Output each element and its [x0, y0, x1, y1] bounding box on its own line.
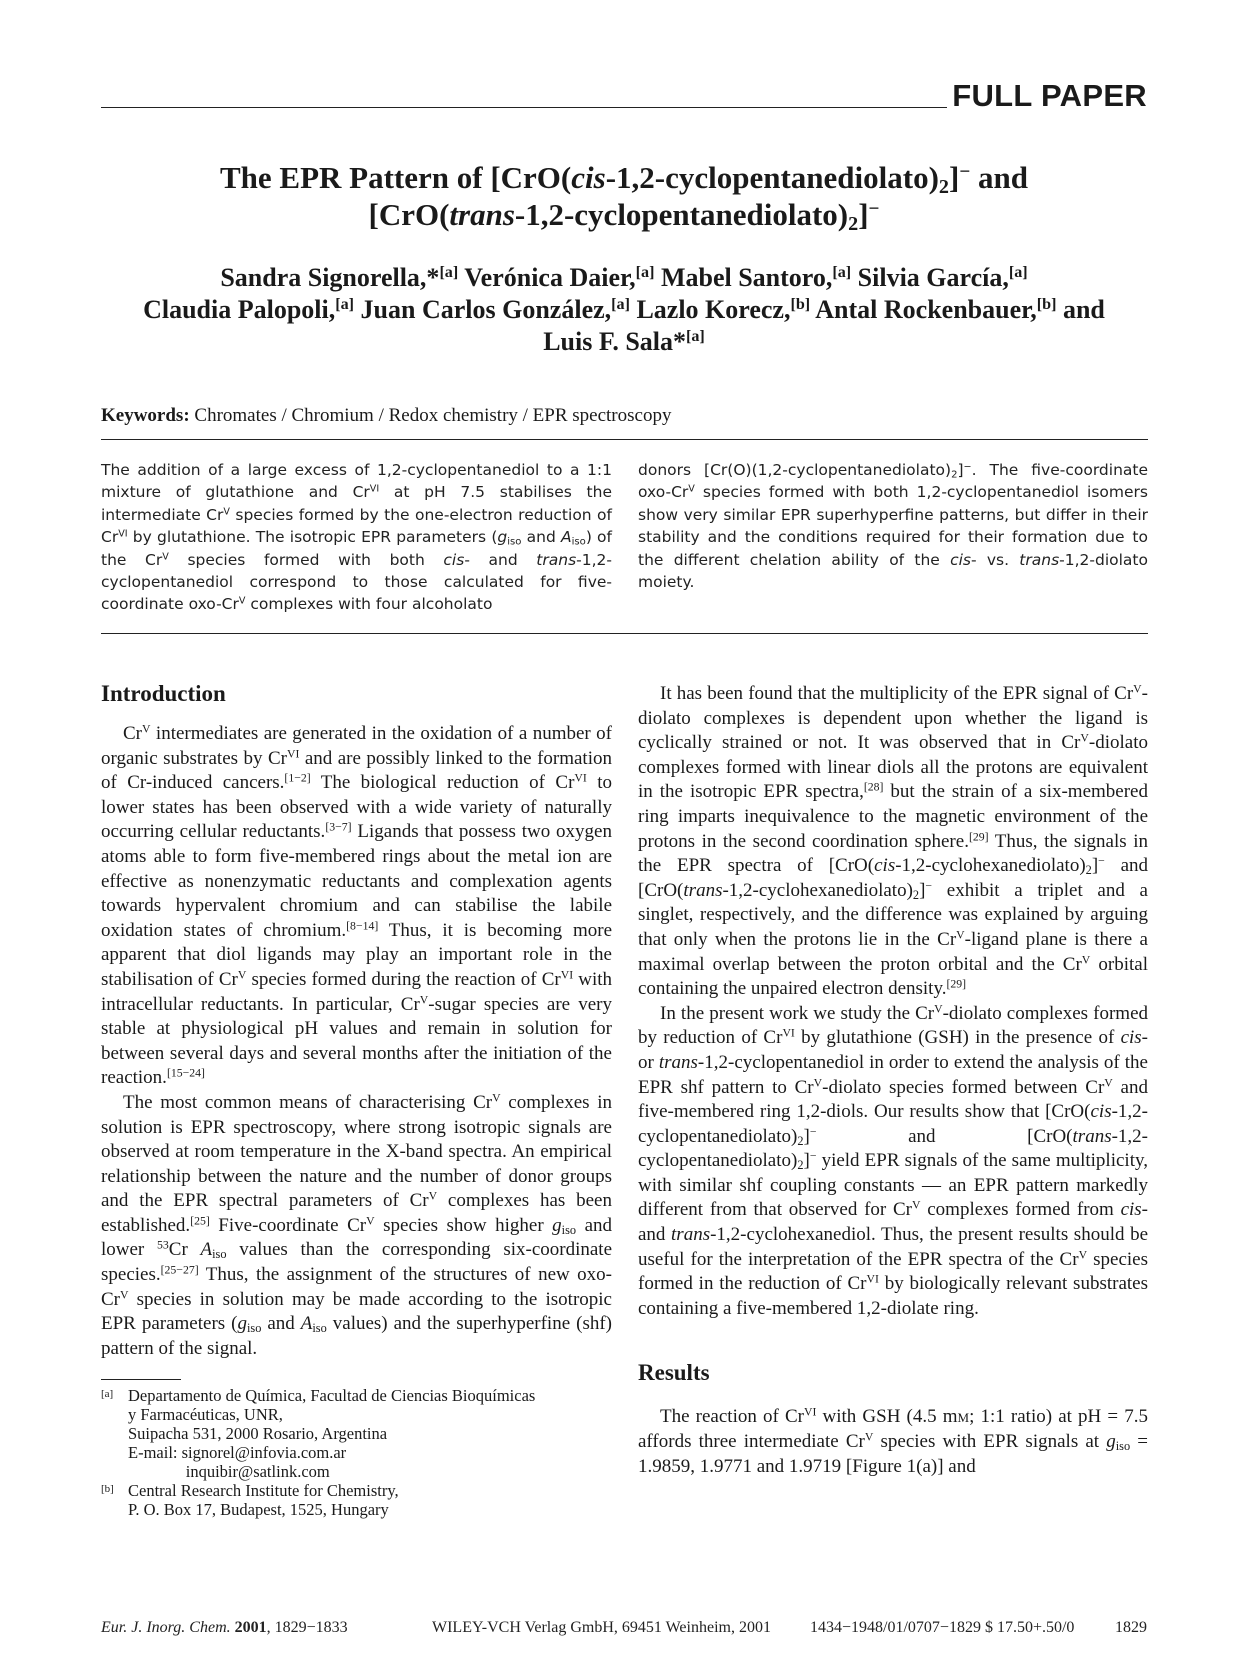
footnote-line: P. O. Box 17, Budapest, 1525, Hungary — [128, 1500, 389, 1520]
authors-line-1: Sandra Signorella,*[a] Verónica Daier,[a] Mabel Santoro,[a] Silvia García,[a] — [220, 263, 1028, 292]
abstract-left-text: The addition of a large excess of 1,2-cyclopentanediol to a 1:1 mixture of glutathione and $Cr^{VI}$ at pH 7.5 stabilises the intermediate $Cr^V$ species formed by the one-electron reduction of $Cr^{VI}$ by glutathione. The isotropic EPR parameters ($g_{iso}$ and $A_{iso}$) of the $Cr^V$ species formed with both cis- and trans-1,2-cyclopentanediol correspond to those calculated for five-coordinate oxo-$Cr^V$ complexes with four alcoholato — [101, 461, 613, 614]
footnote-line: Departamento de Química, Facultad de Ciencias Bioquímicas — [128, 1386, 536, 1406]
abstract-bottom-rule — [101, 633, 1148, 634]
title-line-1: The EPR Pattern of $[CrO(cis-1,2-cyclopentanediolato)_2]^-$ and — [220, 160, 1028, 199]
keywords-label: Keywords: — [101, 405, 190, 426]
footnote-line: Suipacha 531, 2000 Rosario, Argentina — [128, 1424, 388, 1444]
intro-paragraph-1: $Cr^V$ intermediates are generated in the oxidation of a number of organic substrates by $Cr^{VI}$ and are possibly linked to the formation of Cr-induced cancers.[1−2] The biological reduction of $Cr^{VI}$ to lower states has been observed with a wide variety of naturally occurring cellular reductants.[3−7] Ligands that possess two oxygen atoms able to form five-membered rings about the metal ion are effective as nonenzymatic reductants and complexation agents towards hypervalent chromium and can stabilise the labile oxidation states of chromium.[8−14] Thus, it is becoming more apparent that diol ligands may play an important role in the stabilisation of $Cr^V$ species formed during the reaction of $Cr^{VI}$ with intracellular reductants. In particular, $Cr^V$-sugar species are very stable at physiological pH values and remain in solution for between several days and several months after the initiation of the reaction.[15−24] — [101, 722, 613, 1089]
author-list — [101, 262, 1147, 358]
abstract-top-rule — [101, 439, 1148, 440]
footer-publisher: WILEY-VCH Verlag GmbH, 69451 Weinheim, 2001 — [432, 1619, 771, 1636]
intro-paragraph-4: In the present work we study the $Cr^V$-diolato complexes formed by reduction of $Cr^{VI}$ by glutathione (GSH) in the presence of cis- or trans-1,2-cyclopentanediol in order to extend the analysis of the EPR shf pattern to $Cr^V$-diolato species formed between $Cr^V$ and five-membered ring 1,2-diols. Our results show that $[CrO(cis-1,2-cyclopentanediolato)_2]^-$ and $[CrO(trans-1,2-cyclopentanediolato)_2]^-$ yield EPR signals of the same multiplicity, with similar shf coupling constants — an EPR pattern markedly different from that observed for $Cr^V$ complexes formed from cis- and trans-1,2-cyclohexanediol. Thus, the present results should be useful for the interpretation of the EPR spectra of the $Cr^V$ species formed in the reduction of $Cr^{VI}$ by biologically relevant substrates containing a five-membered 1,2-diolate ring. — [638, 1002, 1148, 1319]
keywords-value: Chromates / Chromium / Redox chemistry / EPR spectroscopy — [194, 405, 672, 426]
section-label: FULL PAPER — [952, 78, 1147, 113]
results-heading: Results — [638, 1360, 710, 1386]
keywords — [101, 405, 671, 427]
results-paragraph-1: The reaction of $Cr^{VI}$ with GSH (4.5 mm; 1:1 ratio) at pH = 7.5 affords three intermediate $Cr^V$ species with EPR signals at $g_{iso} = 1.9859$, 1.9771 and 1.9719 [Figure 1(a)] and — [638, 1405, 1148, 1477]
title-line-2: $[CrO(trans-1,2-cyclopentanediolato)_2]^-$ — [368, 197, 880, 236]
abstract-right — [638, 459, 1148, 593]
abstract-right-text: donors $[Cr(O)(1,2-cyclopentanediolato)_2]^-$. The five-coordinate oxo-$Cr^V$ species formed with both 1,2-cyclopentanediol isomers show very similar EPR superhyperfine patterns, but differ in their stability and the conditions required for their formation due to the different chelation ability of the cis- vs. trans-1,2-diolato moiety. — [638, 461, 1149, 592]
header-rule — [101, 107, 947, 108]
footnote-mark: [a] — [101, 1388, 114, 1401]
footnote-email[interactable]: inquibir@satlink.com — [128, 1462, 330, 1482]
authors-line-3: Luis F. Sala*[a] — [543, 327, 705, 356]
page-number: 1829 — [1115, 1619, 1147, 1636]
abstract-left — [101, 459, 612, 616]
introduction-heading: Introduction — [101, 681, 226, 706]
footnote-a — [101, 1386, 612, 1481]
footer-citation: Eur. J. Inorg. Chem. 2001, 1829−1833 — [101, 1619, 348, 1636]
footnote-b — [101, 1481, 612, 1519]
footnote-line: Central Research Institute for Chemistry, — [128, 1481, 399, 1501]
intro-paragraph-2: The most common means of characterising $Cr^V$ complexes in solution is EPR spectroscopy, where strong isotropic signals are observed at room temperature in the X-band spectra. An empirical relationship between the nature and the number of donor groups and the EPR spectral parameters of $Cr^V$ complexes has been established.[25] Five-coordinate $Cr^V$ species show higher $g_{iso}$ and lower $^{53}$Cr $A_{iso}$ values than the corresponding six-coordinate species.[25−27] Thus, the assignment of the structures of new oxo-$Cr^V$ species in solution may be made according to the isotropic EPR parameters ($g_{iso}$ and $A_{iso}$ values) and the superhyperfine (shf) pattern of the signal. — [101, 1091, 613, 1359]
intro-paragraph-3: It has been found that the multiplicity of the EPR signal of $Cr^V$-diolato complexes is dependent upon whether the ligand is cyclically strained or not. It was observed that in $Cr^V$-diolato complexes formed with linear diols all the protons are equivalent in the isotropic EPR spectra,[28] but the strain of a six-membered ring imparts inequivalence to the magnetic environment of the protons in the second coordination sphere.[29] Thus, the signals in the EPR spectra of $[CrO(cis-1,2-cyclohexanediolato)_2]^-$ and $[CrO(trans-1,2-cyclohexanediolato)_2]^-$ exhibit a triplet and a singlet, respectively, and the difference was explained by arguing that only when the protons lie in the $Cr^V$-ligand plane is there a maximal overlap between the proton orbital and the $Cr^V$ orbital containing the unpaired electron density.[29] — [638, 682, 1149, 1000]
footer-issn: 1434−1948/01/0707−1829 $ 17.50+.50/0 — [810, 1619, 1075, 1636]
left-column — [101, 680, 612, 1519]
authors-line-2: Claudia Palopoli,[a] Juan Carlos González,[a] Lazlo Korecz,[b] Antal Rockenbauer,[b] and — [143, 295, 1105, 324]
footnote-line: y Farmacéuticas, UNR, — [128, 1405, 283, 1425]
footnote-rule — [101, 1379, 181, 1380]
footnote-mark: [b] — [101, 1483, 114, 1496]
footnote-email[interactable]: E-mail: signorel@infovia.com.ar — [128, 1443, 347, 1463]
article-title — [101, 159, 1147, 236]
right-column — [638, 682, 1148, 1479]
